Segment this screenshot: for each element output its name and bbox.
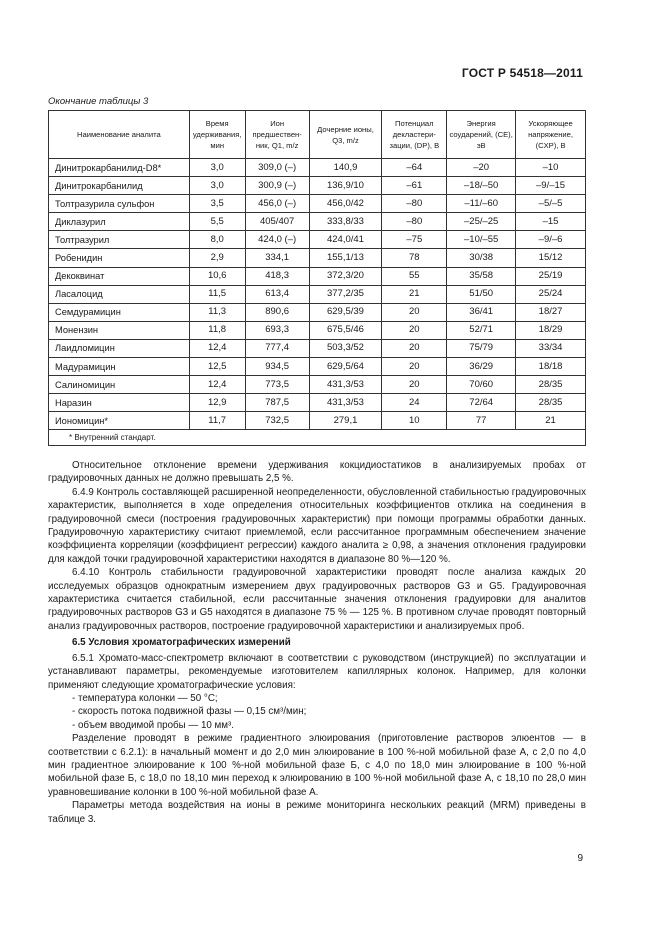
table-row [49,394,586,412]
table-cell: 30/38 [447,249,516,267]
table-cell: –25/–25 [447,213,516,231]
table-row [49,285,586,303]
table-cell: 33/34 [516,339,586,357]
column-header: Потенциал декластеризации, (DP), В [382,111,447,159]
paragraph: 6.4.9 Контроль составляющей расширенной неопределенности, обусловленной стабильностью градуировочных характеристик, выполняется в ходе определения относительных коэффициентов отклика на соединения в градуировочной смеси (построения градуировочных характеристик) при помощи программы обработки данных. Градуировочную характеристику считают приемлемой, если рассчитанное программным обеспечением значение коэффициента корреляции (коэффициент регрессии) каждого аналита ≥ 0,98, а значения отклонения градуировки для каждой точки градуировочной характеристики находятся в диапазоне 80 %—120 %. [48,486,586,565]
analyte-name-cell: Динитрокарбанилид-D8* [49,159,190,177]
table-cell: 70/60 [447,376,516,394]
table-cell: 20 [382,321,447,339]
table-cell: 20 [382,376,447,394]
table-cell: 11,8 [189,321,245,339]
analyte-name-cell: Салиномицин [49,376,190,394]
table-cell: 12,4 [189,376,245,394]
table-cell: 890,6 [245,303,309,321]
table-cell: 28/35 [516,394,586,412]
table-row [49,339,586,357]
table-cell: 3,0 [189,159,245,177]
table-cell: –20 [447,159,516,177]
document-header: ГОСТ Р 54518—2011 [461,66,583,80]
paragraph: 6.5.1 Хромато-масс-спектрометр включают в соответствии с руководством (инструкцией) по эксплуатации и устанавливают параметры, рекомендуемые изготовителем капиллярных колонок. Например, для колонки применяют следующие хроматографические условия: [48,652,586,691]
table-cell: 28/35 [516,376,586,394]
analyte-name-cell: Толтразурил [49,231,190,249]
table-cell: 72/64 [447,394,516,412]
table-row [49,159,586,177]
table-cell: 20 [382,358,447,376]
column-header: Время удерживания, мин [189,111,245,159]
table-cell: 309,0 (–) [245,159,309,177]
ion-parameters-table [48,110,586,446]
table-cell: 25/24 [516,285,586,303]
table-cell: 377,2/35 [309,285,382,303]
table-cell: –61 [382,177,447,195]
table-cell: 36/29 [447,358,516,376]
table-cell: 777,4 [245,339,309,357]
column-header: Ион предшественник, Q1, m/z [245,111,309,159]
table-cell: 18/27 [516,303,586,321]
table-cell: 773,5 [245,376,309,394]
table-cell: 5,5 [189,213,245,231]
analyte-name-cell: Семдурамицин [49,303,190,321]
table-cell: 12,5 [189,358,245,376]
table-cell: 155,1/13 [309,249,382,267]
analyte-name-cell: Робенидин [49,249,190,267]
analyte-name-cell: Наразин [49,394,190,412]
table-cell: 140,9 [309,159,382,177]
table-cell: 12,4 [189,339,245,357]
table-cell: –10 [516,159,586,177]
table-cell: 424,0 (–) [245,231,309,249]
table-row [49,303,586,321]
table-cell: –5/–5 [516,195,586,213]
table-cell: 18/29 [516,321,586,339]
table-body [49,159,586,430]
analyte-name-cell: Диклазурил [49,213,190,231]
table-footnote: * Внутренний стандарт. [49,430,586,446]
table-cell: 456,0/42 [309,195,382,213]
table-caption: Окончание таблицы 3 [48,96,149,107]
table-cell: –9/–15 [516,177,586,195]
paragraph: Относительное отклонение времени удерживания кокцидиостатиков в анализируемых пробах от градуировочных данных не должно превышать 2,5 %. [48,460,586,485]
column-header: Энергия соударений, (CE), эВ [447,111,516,159]
table-cell: 2,9 [189,249,245,267]
table-cell: 693,3 [245,321,309,339]
analyte-name-cell: Иономицин* [49,412,190,430]
page-number: 9 [577,853,583,864]
analyte-name-cell: Мадурамицин [49,358,190,376]
table-row [49,321,586,339]
table-cell: 333,8/33 [309,213,382,231]
table-cell: 18/18 [516,358,586,376]
table-row [49,376,586,394]
table-cell: –80 [382,195,447,213]
table-cell: 15/12 [516,249,586,267]
table-row [49,267,586,285]
table-cell: 279,1 [309,412,382,430]
table-cell: 503,3/52 [309,339,382,357]
table-cell: –15 [516,213,586,231]
table-cell: –64 [382,159,447,177]
table-cell: 456,0 (–) [245,195,309,213]
table-row [49,358,586,376]
table-cell: 10,6 [189,267,245,285]
table-cell: 424,0/41 [309,231,382,249]
analyte-name-cell: Монензин [49,321,190,339]
column-header: Дочерние ионы, Q3, m/z [309,111,382,159]
table-cell: 51/50 [447,285,516,303]
list-item: - объем вводимой пробы — 10 мм³. [72,719,235,731]
table-cell: 629,5/39 [309,303,382,321]
table-cell: 3,0 [189,177,245,195]
table-cell: 36/41 [447,303,516,321]
table-cell: 431,3/53 [309,376,382,394]
table-cell: 11,3 [189,303,245,321]
table-cell: 787,5 [245,394,309,412]
table-cell: –18/–50 [447,177,516,195]
table-cell: –9/–6 [516,231,586,249]
table-cell: 77 [447,412,516,430]
table-cell: 613,4 [245,285,309,303]
table-cell: 10 [382,412,447,430]
table-cell: 732,5 [245,412,309,430]
table-cell: 12,9 [189,394,245,412]
table-row [49,195,586,213]
table-cell: 300,9 (–) [245,177,309,195]
table-cell: 25/19 [516,267,586,285]
table-cell: 3,5 [189,195,245,213]
paragraph: 6.4.10 Контроль стабильности градуировочной характеристики проводят после анализа каждых 20 исследуемых образцов однократным измерением двух градуировочных растворов G3 и G5. Градуировочная характеристика считается стабильной, если рассчитанные значения отклонения градуировки для аналитов градуировочных растворов G3 и G5 находятся в диапазоне 75 % — 125 %. В противном случае проводят повторный анализ градуировочных растворов, построение градуировочной характеристики и анализируемых проб. [48,567,586,632]
table-cell: 24 [382,394,447,412]
table-row [49,231,586,249]
table-cell: 334,1 [245,249,309,267]
analyte-name-cell: Ласалоцид [49,285,190,303]
analyte-name-cell: Толтразурила сульфон [49,195,190,213]
section-heading: 6.5 Условия хроматографических измерений [72,637,291,649]
table-cell: 934,5 [245,358,309,376]
table-cell: –10/–55 [447,231,516,249]
table-cell: 21 [382,285,447,303]
list-item: - температура колонки — 50 °С; [72,692,218,704]
table-cell: 11,5 [189,285,245,303]
table-cell: –75 [382,231,447,249]
table-cell: 55 [382,267,447,285]
table-cell: 629,5/64 [309,358,382,376]
table-cell: 372,3/20 [309,267,382,285]
table-row [49,412,586,430]
analyte-name-cell: Динитрокарбанилид [49,177,190,195]
table-cell: –80 [382,213,447,231]
list-item: - скорость потока подвижной фазы — 0,15 см³/мин; [72,706,307,718]
analyte-name-cell: Декоквинат [49,267,190,285]
table-cell: 8,0 [189,231,245,249]
table-cell: 52/71 [447,321,516,339]
table-cell: 75/79 [447,339,516,357]
table-cell: 418,3 [245,267,309,285]
paragraph: Параметры метода воздействия на ионы в режиме мониторинга нескольких реакций (MRM) приведены в таблице 3. [48,800,586,825]
table-cell: 78 [382,249,447,267]
table-cell: 20 [382,339,447,357]
table-header [49,111,586,159]
body-text [48,459,586,826]
table-cell: 35/58 [447,267,516,285]
column-header: Ускоряющее напряжение, (CXP), В [516,111,586,159]
table-cell: 405/407 [245,213,309,231]
table-cell: 431,3/53 [309,394,382,412]
table-cell: 21 [516,412,586,430]
table-cell: 20 [382,303,447,321]
table-cell: 11,7 [189,412,245,430]
column-header: Наименование аналита [49,111,190,159]
table-cell: –11/–60 [447,195,516,213]
table-row [49,213,586,231]
table-row [49,177,586,195]
table-cell: 675,5/46 [309,321,382,339]
paragraph: Разделение проводят в режиме градиентного элюирования (приготовление растворов элюентов — в соответствии с 6.2.1): в начальный момент и до 2,0 мин элюирование в 100 %-ной мобильной фазе А, с 2,0 по 4,0 мин градиентное элюирование к 100 %-ной мобильной фазе Б, с 4,0 по 18,0 мин элюирование в 100 %-ной мобильной фазе Б, с 18,0 по 18,10 мин переход к элюированию в 100 %-ной мобильной фазе А, с 18,10 по 28,0 мин уравновешивание колонки в 100 %-ной мобильной фазе А. [48,733,586,798]
table-row [49,249,586,267]
table-cell: 136,9/10 [309,177,382,195]
analyte-name-cell: Лаидломицин [49,339,190,357]
